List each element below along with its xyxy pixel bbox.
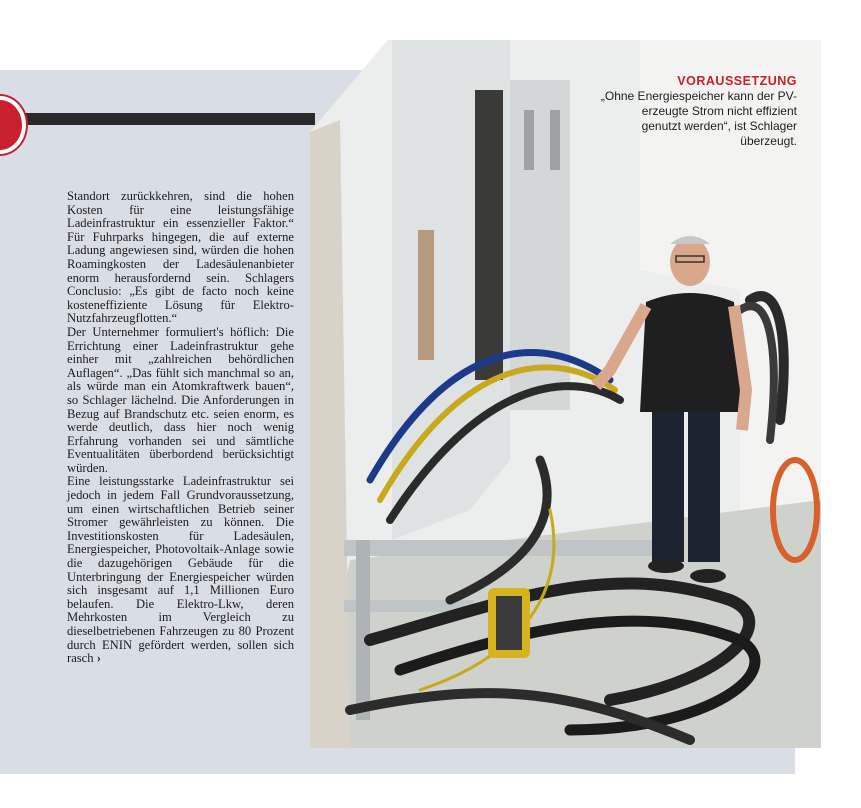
section-rule [10,113,315,125]
article-paragraph-2: Der Unternehmer formuliert's höflich: Die Errichtung einer Ladeinfrastruktur gehe einher mit „zahlreichen behördlichen Auflagen“. „Das fühlt sich manchmal so an, als würde man ein Atomkraftwerk bauen“, so Schlager lächelnd. Die Anforderungen in Bezug auf Brandschutz etc. seien enorm, es werde deutlich, dass hier noch wenig Erfahrung vorhanden sei und sämtliche Eventualitäten überbordend berücksichtigt würden. [67,324,294,475]
article-paragraph-3-text: Eine leistungsstarke Ladeinfrastruktur sei jedoch in jedem Fall Grundvoraussetzung, um einen wirtschaftlichen Betrieb seiner Stromer gewährleisten zu können. Die Investitionskosten für Ladesäulen, Energiespeicher, Photovoltaik-Anlage sowie die dazugehörigen Gebäude für die Unterbringung der Energiespeicher würden sich insgesamt auf 1,1 Millionen Euro belaufen. Die Elektro-Lkw, deren Mehrkosten im Vergleich zu dieselbetriebenen Fahrzeugen zu 80 Prozent durch ENIN gefördert werden, sollen sich rasch [67,474,294,666]
continue-arrow-icon[interactable]: › [96,651,101,666]
caption-quote: „Ohne Energiespeicher kann der PV-erzeugte Strom nicht effizient genutzt werden“, ist Schlager überzeugt. [600,89,797,148]
article-paragraph-3 [67,475,294,665]
photo-caption [600,74,797,149]
article-paragraph-1: Standort zurückkehren, sind die hohen Kosten für eine leistungsfähige Ladeinfrastruktur ein essenzieller Faktor.“ Für Fuhrparks hingegen, die auf externe Ladung angewiesen sind, würden die hohen Roamingkosten der Ladesäulenanbieter enorm herausfordernd sein. Schlagers Conclusio: „Es gibt de facto noch keine kosteneffiziente Lösung für Elektro-Nutzfahrzeugflotten.“ [67,189,294,326]
caption-kicker: VORAUSSETZUNG [677,74,797,88]
article-body [67,190,294,666]
